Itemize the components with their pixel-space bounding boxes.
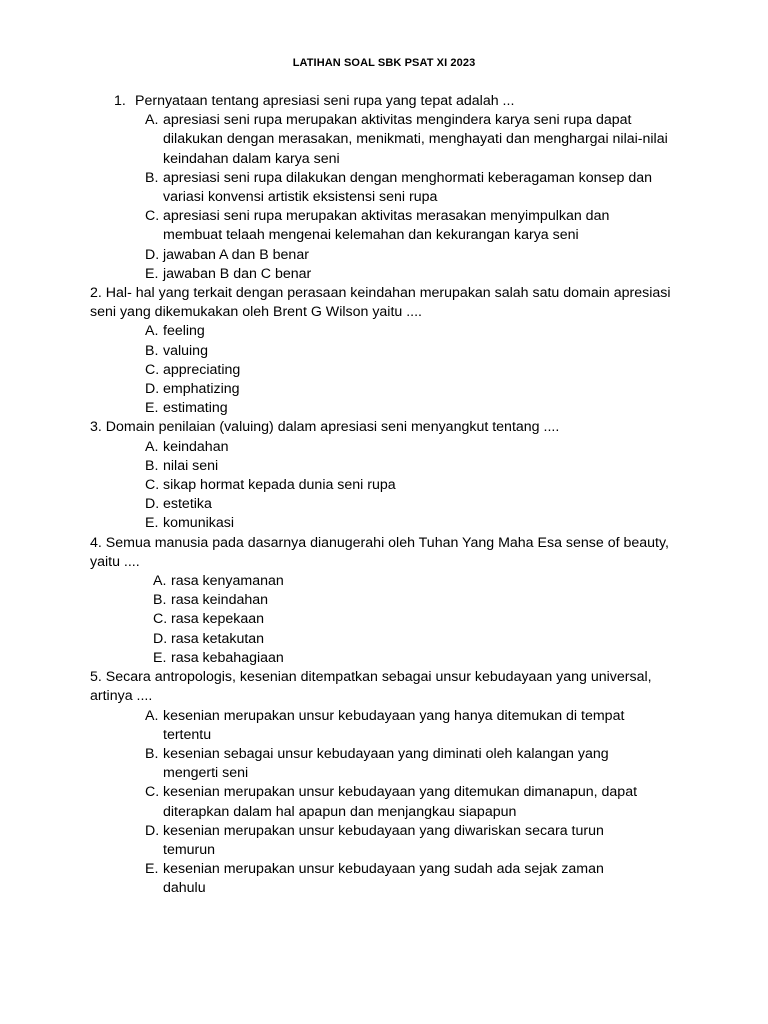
option-text: sikap hormat kepada dunia seni rupa [163,477,396,494]
option-4a [153,572,690,591]
option-text: rasa ketakutan [171,630,265,647]
question-1 [90,92,690,111]
option-letter: B. [153,592,167,609]
option-letter: D. [153,630,168,647]
option-3c [145,476,690,495]
question-text: Hal- hal yang terkait dengan perasaan keindahan merupakan salah satu domain apresiasi seni yang dikemukakan oleh Brent G Wilson yaitu .... [90,285,671,321]
option-text: apresiasi seni rupa dilakukan dengan menghormati keberagaman konsep dan variasi konvensi artistik eksistensi seni rupa [163,169,652,206]
option-text: keindahan [163,438,229,455]
option-letter: C. [145,208,160,225]
option-text: rasa kebahagiaan [171,649,284,666]
option-letter: D. [145,246,160,263]
option-5d [145,822,690,860]
question-number: 4. [90,534,102,551]
option-3d [145,495,690,514]
option-letter: A. [145,323,159,340]
option-text: feeling [163,323,205,340]
option-1e [145,265,690,284]
option-text: rasa kepekaan [171,611,265,628]
options-3 [90,438,690,534]
option-letter: E. [145,515,159,532]
option-text: rasa keindahan [171,592,269,609]
question-text: Semua manusia pada dasarnya dianugerahi oleh Tuhan Yang Maha Esa sense of beauty, yaitu .... [90,534,669,570]
option-text: kesenian sebagai unsur kebudayaan yang diminati oleh kalangan yang mengerti seni [163,745,609,782]
option-text: rasa kenyamanan [171,573,284,590]
option-letter: B. [145,342,159,359]
question-text: Pernyataan tentang apresiasi seni rupa yang tepat adalah ... [135,93,515,109]
option-letter: B. [145,169,159,186]
option-4c [153,610,690,629]
option-2a [145,322,690,341]
option-3b [145,457,690,476]
option-1b [145,169,690,207]
option-letter: A. [145,707,159,724]
option-text: emphatizing [163,381,240,398]
question-2 [90,284,690,322]
page-title: LATIHAN SOAL SBK PSAT XI 2023 [292,57,476,69]
option-2b [145,342,690,361]
option-letter: D. [145,381,160,398]
option-4b [153,591,690,610]
option-letter: C. [145,361,160,378]
options-4 [90,572,690,668]
option-text: kesenian merupakan unsur kebudayaan yang hanya ditemukan di tempat tertentu [163,707,625,743]
option-text: estimating [163,400,228,417]
option-5a [145,707,690,745]
option-letter: B. [145,745,159,762]
option-letter: A. [145,112,159,129]
question-4 [90,534,690,572]
option-letter: A. [145,438,159,455]
option-letter: C. [153,611,168,628]
options-5 [90,707,690,899]
option-letter: C. [145,477,160,494]
option-letter: E. [145,400,159,417]
option-letter: E. [145,265,159,282]
option-text: kesenian merupakan unsur kebudayaan yang diwariskan secara turun temurun [163,822,604,858]
question-number: 5. [90,669,102,686]
option-2e [145,399,690,418]
option-text: apresiasi seni rupa merupakan aktivitas mengindera karya seni rupa dapat dilakukan dengan merasakan, menikmati, menghayati dan menghargai nilai-nilai keindahan dalam karya seni [163,112,668,167]
option-text: estetika [163,496,212,513]
option-letter: C. [145,784,160,801]
question-list [90,92,690,899]
option-2d [145,380,690,399]
option-letter: D. [145,822,160,839]
option-text: jawaban A dan B benar [163,246,309,263]
option-letter: E. [153,649,167,666]
option-text: jawaban B dan C benar [163,265,312,282]
options-2 [90,322,690,418]
option-letter: A. [153,573,167,590]
option-letter: E. [145,861,159,878]
option-text: kesenian merupakan unsur kebudayaan yang sudah ada sejak zaman dahulu [163,861,604,897]
option-1d [145,246,690,265]
option-5c [145,783,690,821]
option-5e [145,860,690,898]
option-text: apresiasi seni rupa merupakan aktivitas merasakan menyimpulkan dan membuat telaah mengenai kelemahan dan kekurangan karya seni [163,208,610,244]
option-3e [145,514,690,533]
option-text: kesenian merupakan unsur kebudayaan yang ditemukan dimanapun, dapat diterapkan dalam hal apapun dan menjangkau siapapun [163,784,638,820]
option-text: nilai seni [163,457,219,474]
option-4e [153,649,690,668]
question-number: 3. [90,419,102,436]
question-5 [90,668,690,706]
question-number: 1. [114,93,126,109]
option-1a [145,111,690,169]
options-1 [90,111,690,284]
option-2c [145,361,690,380]
question-3 [90,418,690,437]
option-4d [153,630,690,649]
option-text: appreciating [163,361,241,378]
option-letter: B. [145,457,159,474]
option-letter: D. [145,496,160,513]
question-text: Secara antropologis, kesenian ditempatkan sebagai unsur kebudayaan yang universal, artinya .... [90,669,652,705]
option-1c [145,207,690,245]
option-5b [145,745,690,783]
question-text: Domain penilaian (valuing) dalam apresiasi seni menyangkut tentang .... [105,419,560,436]
option-text: komunikasi [163,515,234,532]
option-3a [145,438,690,457]
question-number: 2. [90,285,102,302]
option-text: valuing [163,342,208,359]
